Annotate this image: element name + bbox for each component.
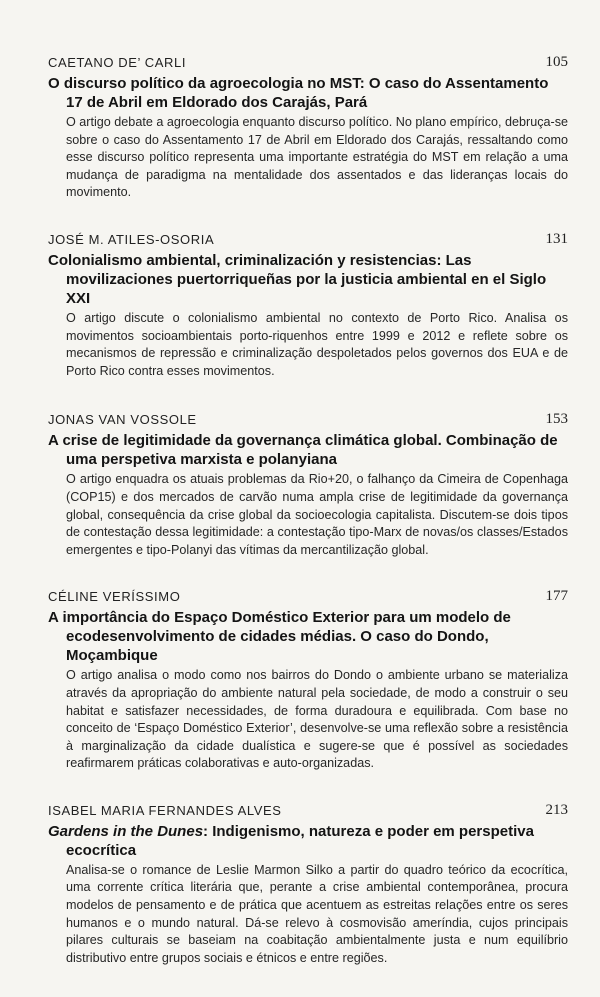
toc-entry <box>48 589 568 773</box>
toc-entry <box>48 803 568 968</box>
entry-title: O discurso político da agroecologia no MST: O caso do Assentamento 17 de Abril em Eldorado dos Carajás, Pará <box>48 75 549 111</box>
entry-author: JONAS VAN VOSSOLE <box>48 412 197 428</box>
toc-entry <box>48 232 568 380</box>
entry-author: ISABEL MARIA FERNANDES ALVES <box>48 802 282 818</box>
entry-title: A crise de legitimidade da governança climática global. Combinação de uma perspetiva marxista e polanyiana <box>48 432 558 469</box>
entry-title-rest: : Indigenismo, natureza e poder em perspetiva ecocrítica <box>66 822 534 859</box>
entry-abstract: O artigo discute o colonialismo ambiental no contexto de Porto Rico. Analisa os movimentos socioambientais porto-riquenhos entre 1999 e 2012 e reflete sobre os mecanismos de repressão e criminalização despoletados pelos governos dos EUA e de Porto Rico contra esses movimentos. <box>66 310 568 378</box>
toc-entry <box>48 55 568 202</box>
entry-page-number: 105 <box>545 54 568 70</box>
entry-abstract: Analisa-se o romance de Leslie Marmon Silko a partir do quadro teórico da ecocrítica, uma corrente crítica literária que, perante a crise ambiental contemporânea, procura modelos de pensamento e de prática que acentuem as estreitas relações entre os seres humanos e o mundo natural. Dá-se relevo à cosmovisão ameríndia, cujos principais pilares culturais se baseiam na coabitação ambientalmente justa e num equilíbrio distributivo entre grupos sociais e étnicos e entre regiões. <box>66 862 568 965</box>
entry-abstract: O artigo debate a agroecologia enquanto discurso político. No plano empírico, debruça-se sobre o caso do Assentamento 17 de Abril em Eldorado dos Carajás, ressaltando como esse discurso político representa uma importante estratégia do MST em relação a uma mudança de paradigma na mentalidade dos assentados e das lideranças locais do movimento. <box>66 115 568 200</box>
toc-entry <box>48 412 568 559</box>
entry-title: Colonialismo ambiental, criminalización y resistencias: Las movilizaciones puertorriqueñas por la justicia ambiental en el Siglo XXI <box>48 251 547 307</box>
entry-title <box>48 822 568 860</box>
entry-page-number: 213 <box>545 801 568 818</box>
entry-abstract: O artigo analisa o modo como nos bairros do Dondo o ambiente urbano se materializa através da apropriação do ambiente natural pela sociedade, de modo a construir o seu habitat e satisfazer necessidades, de forma duradoura e equilibrada. Com base no conceito de ‘Espaço Doméstico Exterior’, desenvolve-se uma reflexão sobre a resistência à marginalização da cidade dualística e sugere-se que é possível as sociedades reafirmarem práticas colaborativas e auto-organizadas. <box>66 668 568 771</box>
entry-abstract: O artigo enquadra os atuais problemas da Rio+20, o falhanço da Cimeira de Copenhaga (COP15) e dos mercados de carvão numa ampla crise de legitimidade da governança global, consequência da crise global da socioecologia capitalista. Discutem-se dois tipos de contestação dessa legitimidade: a contestação tipo-Marx de novas/os classes/Estados emergentes e tipo-Polanyi das vítimas da mercantilização global. <box>66 472 568 557</box>
entry-author: CÉLINE VERÍSSIMO <box>48 589 181 605</box>
entry-page-number: 153 <box>545 411 568 428</box>
entry-author: CAETANO DE’ CARLI <box>48 55 187 70</box>
entry-title: A importância do Espaço Doméstico Exterior para um modelo de ecodesenvolvimento de cidades médias. O caso do Dondo, Moçambique <box>48 609 511 665</box>
entry-author: JOSÉ M. ATILES-OSORIA <box>48 231 215 247</box>
entry-page-number: 131 <box>545 230 568 247</box>
entry-page-number: 177 <box>545 588 568 605</box>
table-of-contents <box>48 55 568 997</box>
entry-title-italic: Gardens in the Dunes <box>48 822 204 840</box>
